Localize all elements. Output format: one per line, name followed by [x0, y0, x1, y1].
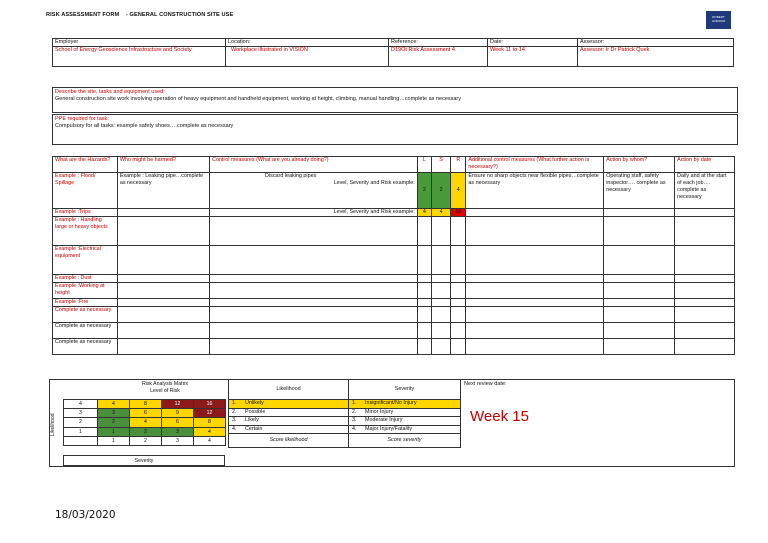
empty-cell: [604, 323, 675, 339]
empty-cell: [417, 246, 431, 275]
empty-cell: [210, 246, 418, 275]
hazard-cell: Example :Trips: [53, 209, 118, 217]
additional-cell: Ensure no sharp objects near flexible pipes…complete as necessary: [466, 173, 604, 209]
empty-cell: [604, 307, 675, 323]
matrix-cell: 16: [194, 400, 226, 409]
hazard-cell: Example : Dust: [53, 275, 118, 283]
matrix-y-label: Likelihood: [50, 413, 56, 436]
matrix-row-label: 1: [64, 427, 98, 436]
matrix-col-label: 4: [194, 436, 226, 445]
empty-cell: [675, 275, 735, 283]
control-text: Discard leaking pipes: [265, 173, 317, 179]
item-number: 4.: [352, 425, 357, 432]
likelihood-severity-table: [228, 379, 461, 448]
empty-cell: [117, 217, 209, 246]
action-whom-cell: [604, 209, 675, 217]
likelihood-item: [229, 408, 349, 417]
item-label: Possible: [245, 408, 266, 415]
empty-cell: [210, 275, 418, 283]
empty-cell: [675, 307, 735, 323]
matrix-cell: 12: [194, 409, 226, 418]
empty-cell: [431, 275, 450, 283]
header-r: R: [451, 157, 466, 173]
hazard-cell: Example :Fire: [53, 299, 118, 307]
empty-cell: [675, 217, 735, 246]
empty-cell: [466, 283, 604, 299]
item-label: Unlikely: [245, 400, 264, 406]
empty-cell: [451, 339, 466, 355]
matrix-cell: 8: [130, 400, 162, 409]
empty-cell: [431, 217, 450, 246]
header-control: Control measures (What are you already doing?): [210, 157, 418, 173]
empty-cell: [210, 339, 418, 355]
empty-cell: [117, 323, 209, 339]
empty-cell: [466, 307, 604, 323]
empty-cell: [210, 217, 418, 246]
empty-cell: [604, 217, 675, 246]
empty-cell: [466, 299, 604, 307]
empty-cell: [675, 299, 735, 307]
description-box: [52, 87, 738, 113]
matrix-cell: 1: [98, 427, 130, 436]
empty-cell: [675, 246, 735, 275]
risk-matrix: [63, 399, 226, 446]
date-value: Week 11 to 14: [488, 47, 578, 67]
date-label: Date:: [488, 39, 578, 47]
matrix-row-label: 2: [64, 418, 98, 427]
hazard-cell: Complete as necessary: [53, 339, 118, 355]
item-number: 4.: [232, 425, 237, 432]
empty-cell: [431, 307, 450, 323]
empty-cell: [431, 323, 450, 339]
s-value: 2: [431, 173, 450, 209]
location-label: Location:: [226, 39, 389, 47]
footer-date: 18/03/2020: [55, 509, 116, 521]
r-value: 16: [451, 209, 466, 217]
reference-label: Reference:: [389, 39, 488, 47]
empty-cell: [431, 339, 450, 355]
location-value: Workplace illustrated in VISION: [226, 47, 389, 67]
item-label: Minor Injury: [365, 408, 394, 415]
matrix-col-label: 1: [98, 436, 130, 445]
hazard-cell: Complete as necessary: [53, 307, 118, 323]
control-cell: [210, 173, 418, 209]
matrix-row-label: 3: [64, 409, 98, 418]
empty-cell: [117, 307, 209, 323]
action-date-cell: Daily and at the start of each job…. complete as necessary: [675, 173, 735, 209]
matrix-row-label: 4: [64, 400, 98, 409]
empty-cell: [451, 217, 466, 246]
empty-cell: [117, 299, 209, 307]
item-number: 1.: [352, 400, 357, 406]
action-date-cell: [675, 209, 735, 217]
severity-item: [349, 400, 461, 409]
empty-cell: [210, 299, 418, 307]
empty-cell: [466, 217, 604, 246]
s-value: 4: [431, 209, 450, 217]
empty-cell: [117, 246, 209, 275]
reference-value: D19Ot Risk Assessment 4: [389, 47, 488, 67]
item-label: Major Injury/Fatality: [365, 425, 413, 432]
header-l: L: [417, 157, 431, 173]
matrix-title-text: Risk Analysis Matrix: [141, 381, 189, 387]
empty-cell: [466, 246, 604, 275]
severity-item: [349, 425, 461, 434]
severity-item: [349, 408, 461, 417]
r-value: 4: [451, 173, 466, 209]
likelihood-item: [229, 417, 349, 426]
matrix-cell: 6: [130, 409, 162, 418]
matrix-cell: 4: [194, 427, 226, 436]
level-example-label: Level, Severity and Risk example:: [333, 179, 415, 186]
matrix-title: [95, 381, 235, 395]
item-number: 2.: [232, 408, 237, 415]
header-s: S: [431, 157, 450, 173]
matrix-cell: 8: [194, 418, 226, 427]
empty-cell: [604, 246, 675, 275]
info-table: [52, 38, 734, 67]
empty-cell: [417, 307, 431, 323]
empty-cell: [604, 283, 675, 299]
empty-cell: [417, 323, 431, 339]
matrix-cell: 12: [162, 400, 194, 409]
hazard-cell: Complete as necessary: [53, 323, 118, 339]
empty-cell: [117, 339, 209, 355]
empty-cell: [417, 283, 431, 299]
empty-cell: [451, 307, 466, 323]
header-who: Who might be harmed?: [117, 157, 209, 173]
hazard-cell: Example : Handling large or heavy objects: [53, 217, 118, 246]
item-number: 1.: [232, 400, 237, 406]
matrix-cell: 4: [98, 400, 130, 409]
matrix-cell: 3: [162, 427, 194, 436]
empty-cell: [431, 246, 450, 275]
ppe-text: Compulsory for all tasks: example safety shoes….complete as necessary: [55, 123, 234, 130]
matrix-cell: 2: [130, 427, 162, 436]
empty-cell: [451, 299, 466, 307]
header-hazards: What are the Hazards?: [53, 157, 118, 173]
item-label: Likely: [245, 417, 259, 424]
ppe-label: PPE required for task:: [55, 116, 109, 122]
matrix-cell: 6: [162, 418, 194, 427]
item-label: Insignificant/No Injury: [365, 400, 417, 406]
empty-cell: [675, 283, 735, 299]
matrix-corner: [64, 436, 98, 445]
empty-cell: [451, 283, 466, 299]
item-number: 3.: [232, 417, 237, 424]
likelihood-item: [229, 400, 349, 409]
matrix-cell: 4: [130, 418, 162, 427]
university-logo: ROBERT GORDON: [706, 11, 731, 29]
header-action-whom: Action by whom?: [604, 157, 675, 173]
empty-cell: [451, 246, 466, 275]
empty-cell: [604, 299, 675, 307]
item-number: 3.: [352, 417, 357, 424]
item-label: Certain: [245, 425, 263, 432]
who-cell: [117, 209, 209, 217]
empty-cell: [604, 275, 675, 283]
matrix-col-label: 3: [162, 436, 194, 445]
empty-cell: [117, 275, 209, 283]
empty-cell: [466, 275, 604, 283]
description-label: Describe the site, tasks and equipment used:: [55, 89, 165, 95]
empty-cell: [417, 299, 431, 307]
empty-cell: [675, 323, 735, 339]
empty-cell: [417, 217, 431, 246]
severity-header: Severity: [349, 380, 461, 400]
empty-cell: [210, 307, 418, 323]
employer-value: School of Energy Geoscience Infrastructure and Society: [53, 47, 226, 67]
empty-cell: [417, 275, 431, 283]
matrix-cell: 9: [162, 409, 194, 418]
employer-label: Employer: [53, 39, 226, 47]
empty-cell: [431, 283, 450, 299]
additional-cell: [466, 209, 604, 217]
empty-cell: [117, 283, 209, 299]
next-review-value: Week 15: [470, 408, 529, 425]
assessor-label: Assessor:: [578, 39, 734, 47]
item-number: 2.: [352, 408, 357, 415]
action-whom-cell: Operating staff, safety inspector…. complete as necessary: [604, 173, 675, 209]
description-text: General construction site work involving operation of heavy equipment and handheld equipment, working at height, climbing, manual handling…complete as necessary: [55, 96, 462, 103]
empty-cell: [210, 323, 418, 339]
hazard-cell: Example : Flood/ Spillage: [53, 173, 118, 209]
empty-cell: [675, 339, 735, 355]
l-value: 2: [417, 173, 431, 209]
score-likelihood: Score likelihood: [229, 434, 349, 448]
who-cell: Example : Leaking pipe…complete as necessary: [117, 173, 209, 209]
header-additional: Additional control measures (What further action is necessary?): [466, 157, 604, 173]
matrix-cell: 2: [98, 418, 130, 427]
risk-table: [52, 156, 735, 355]
empty-cell: [451, 275, 466, 283]
likelihood-header: Likelihood: [229, 380, 349, 400]
matrix-cell: 3: [98, 409, 130, 418]
empty-cell: [210, 283, 418, 299]
empty-cell: [466, 323, 604, 339]
score-severity: Score severity: [349, 434, 461, 448]
hazard-cell: Example :Working at height: [53, 283, 118, 299]
l-value: 4: [417, 209, 431, 217]
form-title: RISK ASSESSMENT FORM - GENERAL CONSTRUCTION SITE USE: [46, 12, 234, 18]
matrix-x-label: Severity: [63, 455, 225, 466]
empty-cell: [417, 339, 431, 355]
matrix-col-label: 2: [130, 436, 162, 445]
severity-item: [349, 417, 461, 426]
assessor-value: Assessor: Ir Dr Patrick Quek: [578, 47, 734, 67]
header-action-date: Action by date: [675, 157, 735, 173]
likelihood-item: [229, 425, 349, 434]
empty-cell: [604, 339, 675, 355]
matrix-subtitle: Level of Risk: [150, 388, 180, 394]
item-label: Moderate Injury: [365, 417, 403, 424]
level-example-label: Level, Severity and Risk example:: [210, 209, 418, 217]
empty-cell: [431, 299, 450, 307]
empty-cell: [466, 339, 604, 355]
empty-cell: [451, 323, 466, 339]
ppe-box: [52, 114, 738, 145]
next-review-label: Next review date:: [464, 381, 507, 387]
hazard-cell: Example :Electrical equipment: [53, 246, 118, 275]
